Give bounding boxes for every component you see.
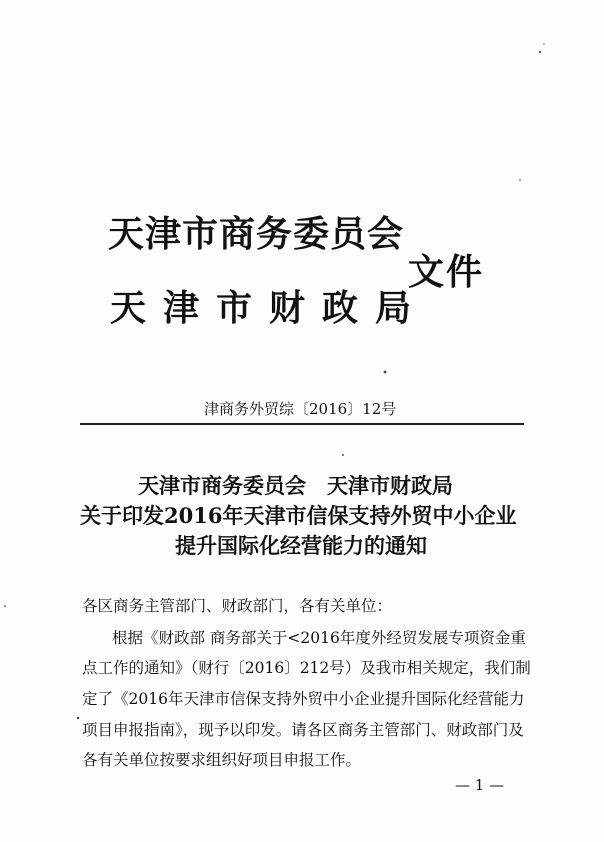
title-line-1: 天津市商务委员会 天津市财政局 bbox=[138, 473, 453, 498]
body-line: 定了《2016年天津市信保支持外贸中小企业提升国际化经营能力 bbox=[82, 690, 525, 708]
addressee: 各区商务主管部门、财政部门，各有关单位： bbox=[82, 597, 393, 615]
body-line: 项目申报指南》，现予以印发。请各区商务主管部门、财政部门及 bbox=[82, 721, 524, 739]
issuing-org-commerce: 天津市商务委员会 bbox=[108, 213, 405, 255]
header-divider bbox=[80, 423, 524, 425]
document-number: 津商务外贸综〔2016〕12号 bbox=[204, 400, 397, 418]
title-line-3: 提升国际化经营能力的通知 bbox=[175, 533, 427, 558]
body-line: 各有关单位按要求组织好项目申报工作。 bbox=[82, 751, 362, 769]
body-line: 点工作的通知》（财行〔2016〕212号）及我市相关规定，我们制 bbox=[82, 659, 531, 677]
title-line-2: 关于印发2016年天津市信保支持外贸中小企业 bbox=[80, 503, 517, 528]
page-number: — 1 — bbox=[455, 776, 505, 794]
body-line: 根据《财政部 商务部关于<2016年度外经贸发展专项资金重 bbox=[112, 629, 526, 647]
issuing-org-finance: 天津市财政局 bbox=[110, 287, 429, 329]
document-type-label: 文件 bbox=[408, 251, 485, 293]
